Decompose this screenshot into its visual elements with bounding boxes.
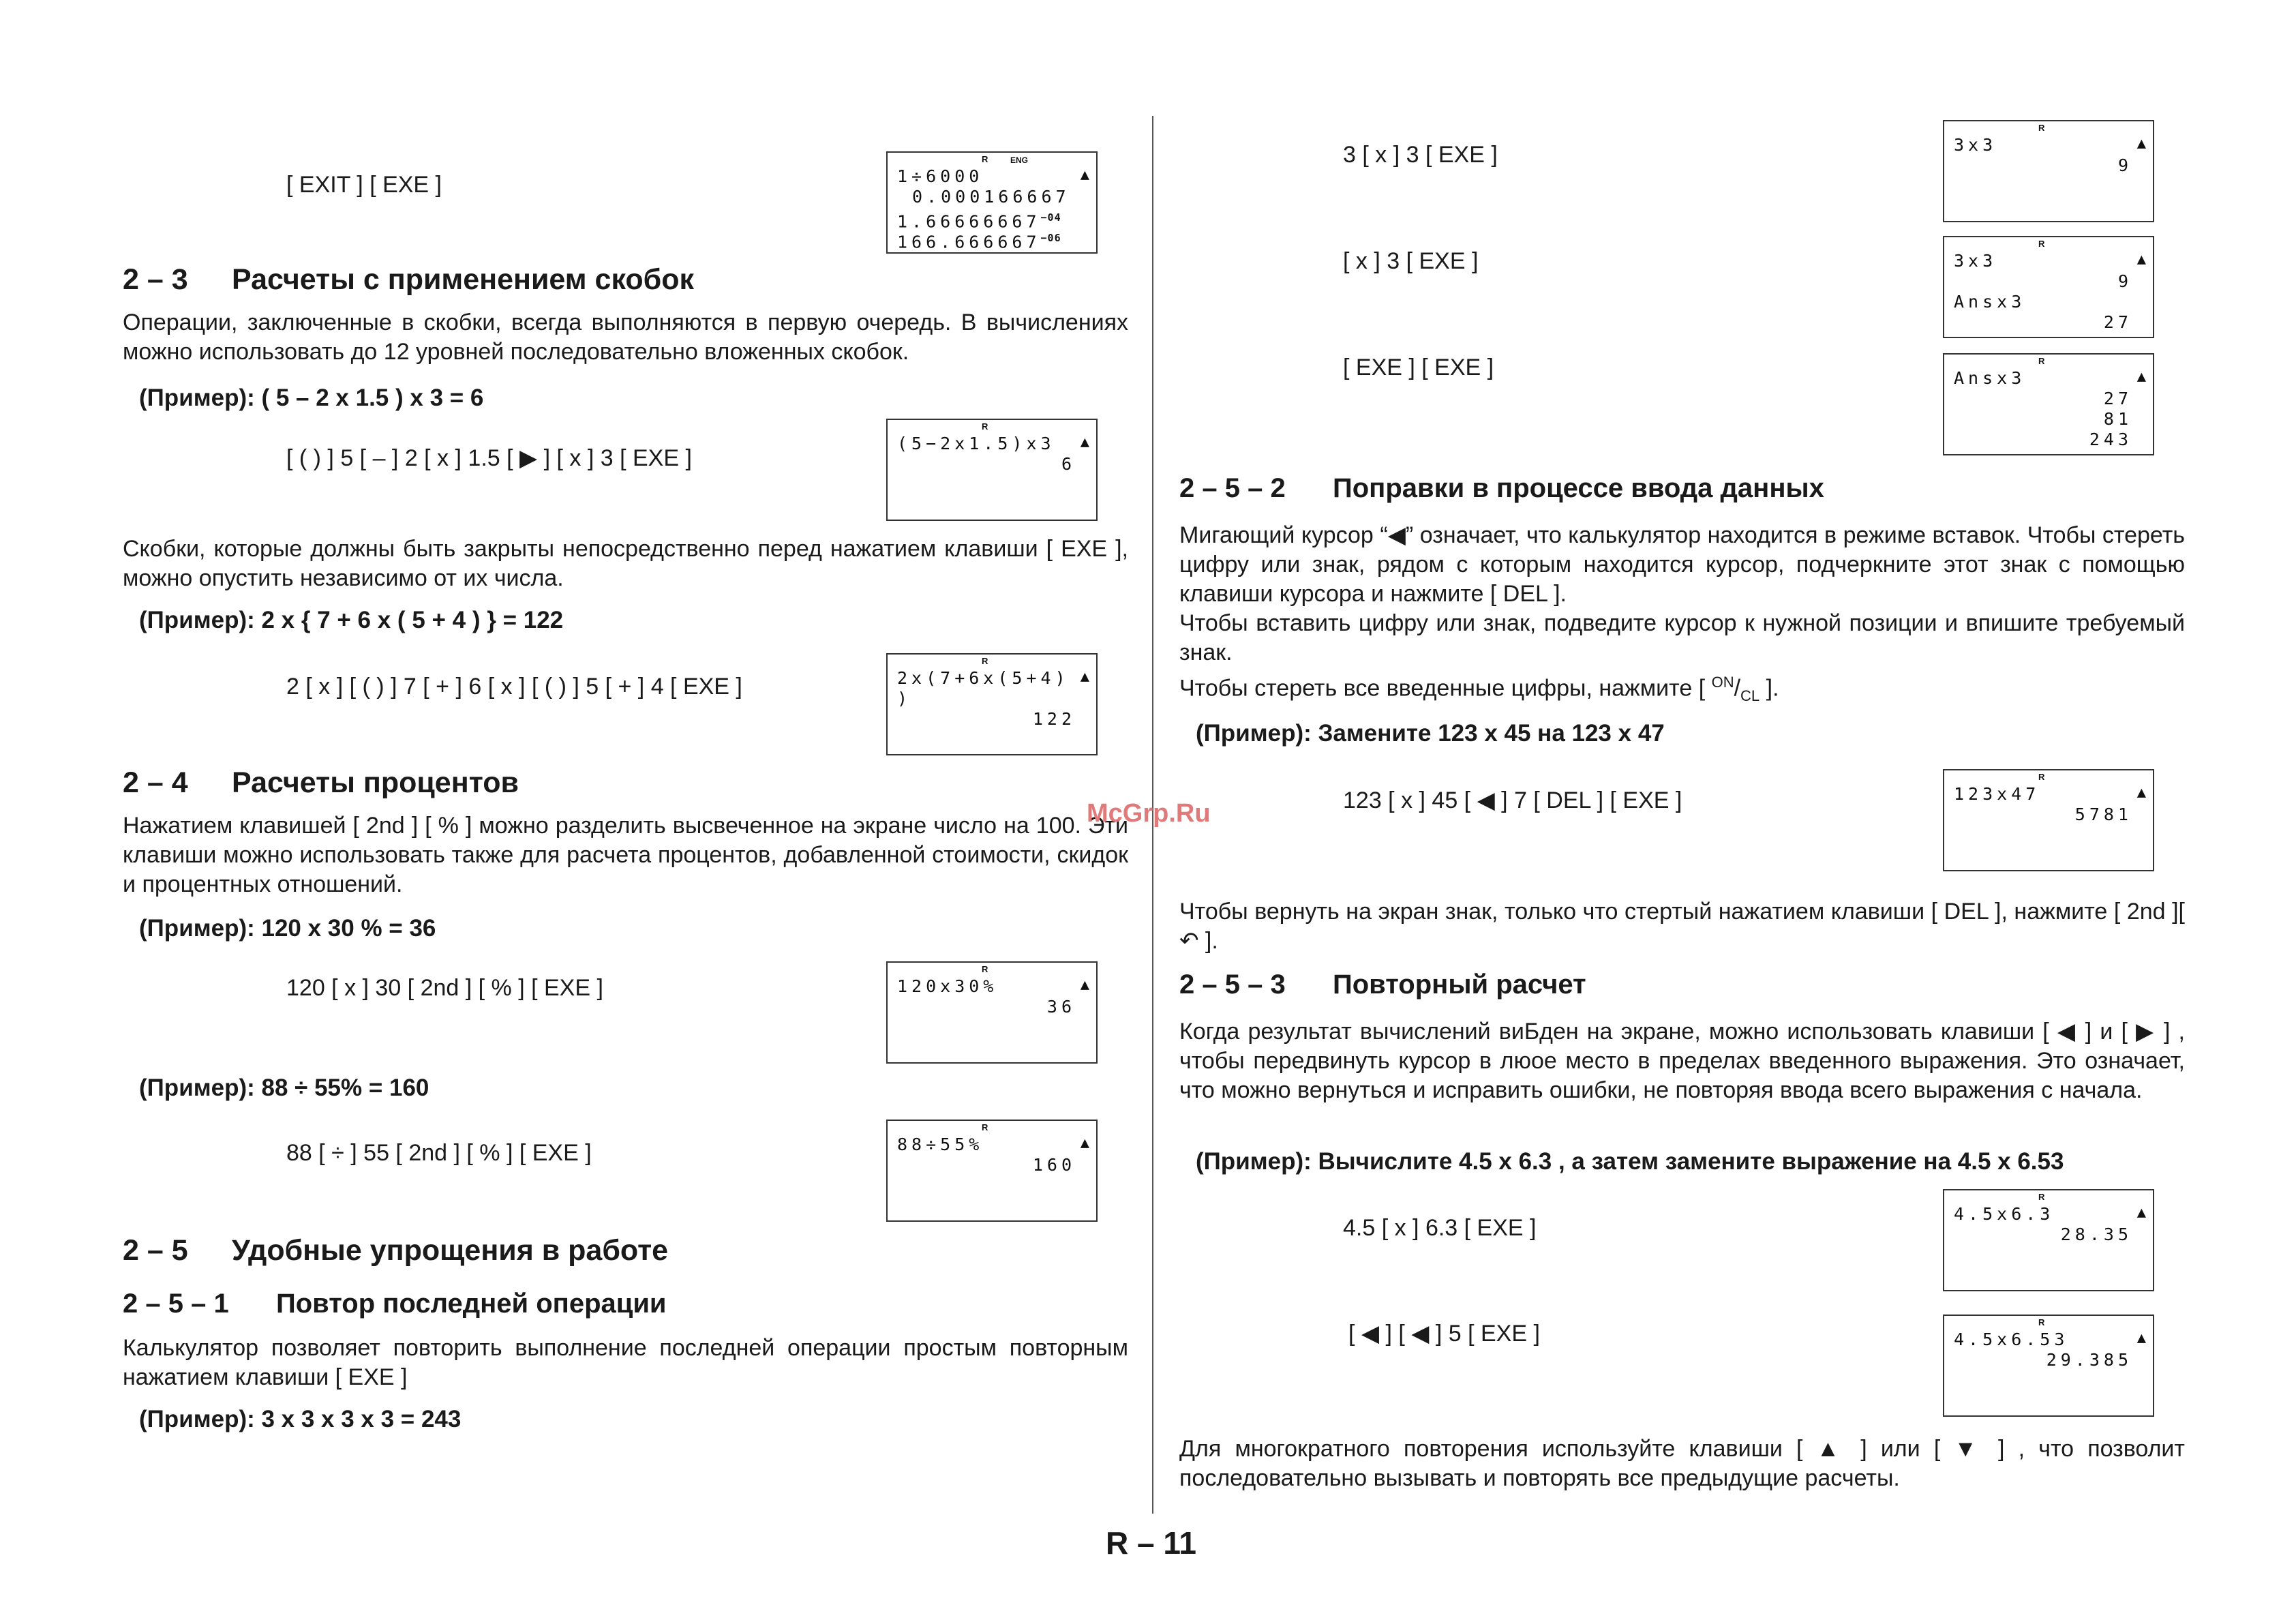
lcd-line: 2x(7+6x(5+4): [897, 668, 1070, 688]
paragraph: Калькулятор позволяет повторить выполнение последней операции простым повторным нажатием клавиши [ EXE ]: [123, 1335, 1128, 1390]
lcd-line: 29.385: [2046, 1350, 2132, 1370]
r-indicator: R: [982, 421, 988, 432]
key-sequence: [ x ] 3 [ EXE ]: [1343, 248, 1479, 274]
up-arrow-icon: ▲: [2136, 1330, 2146, 1347]
key-sequence: [ ◀ ] [ ◀ ] 5 [ EXE ]: [1348, 1321, 1540, 1347]
example-label: (Пример): 2 x { 7 + 6 x ( 5 + 4 ) } = 122: [139, 607, 564, 633]
r-indicator: R: [2038, 1317, 2045, 1327]
lcd-line: $1.66666667^{-04}$: [897, 211, 1061, 232]
r-indicator: R: [2038, 123, 2045, 133]
lcd-line: 9: [2117, 155, 2132, 175]
up-arrow-icon: ▲: [2136, 1204, 2146, 1221]
lcd-line: 6: [1061, 454, 1076, 474]
key-sequence: [ ( ) ] 5 [ – ] 2 [ x ] 1.5 [ ▶ ] [ x ] 3 [ EXE ]: [286, 445, 692, 471]
example-label: (Пример): Вычислите 4.5 x 6.3 , а затем замените выражение на 4.5 x 6.53: [1196, 1148, 2064, 1175]
example-label: (Пример): 120 x 30 % = 36: [139, 915, 436, 942]
r-indicator: R: [2038, 239, 2045, 249]
r-indicator: R: [982, 964, 988, 974]
page-number: R – 11: [1106, 1525, 1196, 1561]
eng-indicator: ENG: [1010, 155, 1029, 165]
lcd-display: [1943, 769, 2154, 871]
lcd-line: 122: [1032, 709, 1076, 729]
paragraph: Чтобы вернуть на экран знак, только что стертый нажатием клавиши [ DEL ], нажмите [ 2nd ][ ↶ ].: [1179, 899, 2185, 954]
section-heading-2-5: 2 – 5 Удобные упрощения в работе: [123, 1234, 669, 1267]
lcd-line: 3x3: [1954, 251, 1997, 271]
r-indicator: R: [2038, 772, 2045, 782]
lcd-line: 123x47: [1954, 784, 2040, 804]
subsection-heading-2-5-1: 2 – 5 – 1 Повтор последней операции: [123, 1289, 667, 1319]
key-sequence: 4.5 [ x ] 6.3 [ EXE ]: [1343, 1215, 1537, 1241]
key-sequence: [ EXE ] [ EXE ]: [1343, 355, 1494, 380]
example-label: (Пример): 3 x 3 x 3 x 3 = 243: [139, 1406, 462, 1432]
paragraph: Чтобы стереть все введенные цифры, нажмите [ $^{ON}/_{CL}$ ].: [1179, 674, 1779, 705]
example-label: (Пример): 88 ÷ 55% = 160: [139, 1075, 429, 1101]
up-arrow-icon: ▲: [2136, 784, 2146, 801]
key-sequence: 88 [ ÷ ] 55 [ 2nd ] [ % ] [ EXE ]: [286, 1140, 592, 1166]
lcd-display: [1943, 1189, 2154, 1291]
key-sequence: 3 [ x ] 3 [ EXE ]: [1343, 142, 1498, 168]
section-heading-2-4: 2 – 4 Расчеты процентов: [123, 766, 519, 799]
lcd-line: ): [897, 689, 912, 708]
key-sequence: 123 [ x ] 45 [ ◀ ] 7 [ DEL ] [ EXE ]: [1343, 787, 1682, 813]
lcd-line: 160: [1032, 1155, 1076, 1175]
lcd-line: 81: [2103, 409, 2132, 429]
example-label: (Пример): ( 5 – 2 x 1.5 ) x 3 = 6: [139, 385, 484, 411]
lcd-line: Ansx3: [1954, 368, 2026, 388]
lcd-line: 5781: [2074, 805, 2132, 824]
lcd-display: [1943, 236, 2154, 338]
lcd-display: [886, 1120, 1098, 1222]
lcd-display: [1943, 1315, 2154, 1417]
example-label: (Пример): Замените 123 x 45 на 123 x 47: [1196, 720, 1665, 747]
r-indicator: R: [982, 154, 988, 164]
subsection-heading-2-5-3: 2 – 5 – 3 Повторный расчет: [1179, 970, 1586, 1000]
lcd-display: [886, 961, 1098, 1064]
key-sequence: 120 [ x ] 30 [ 2nd ] [ % ] [ EXE ]: [286, 975, 603, 1001]
lcd-line: 27: [2103, 389, 2132, 408]
subsection-heading-2-5-2: 2 – 5 – 2 Поправки в процессе ввода данных: [1179, 473, 1824, 503]
lcd-line: 120x30%: [897, 976, 998, 996]
lcd-line: 9: [2117, 271, 2132, 291]
paragraph: Операции, заключенные в скобки, всегда выполняются в первую очередь. В вычислениях можно использовать до 12 уровней последовательно вложенных скобок.: [123, 310, 1128, 365]
up-arrow-icon: ▲: [1080, 434, 1089, 451]
lcd-display: [886, 419, 1098, 521]
paragraph: Нажатием клавишей [ 2nd ] [ % ] можно разделить высвеченное на экране число на 100. Эти клавиши можно использовать также для расчета процентов, добавленной стоимости, скидок и процентных отношений.: [123, 813, 1128, 897]
r-indicator: R: [2038, 1192, 2045, 1202]
lcd-line: (5−2x1.5)x3: [897, 434, 1055, 453]
lcd-display: [1943, 353, 2154, 455]
lcd-line: 36: [1046, 997, 1076, 1017]
up-arrow-icon: ▲: [1080, 166, 1089, 183]
up-arrow-icon: ▲: [1080, 1135, 1089, 1152]
up-arrow-icon: ▲: [1080, 976, 1089, 993]
paragraph-block: [1179, 521, 2185, 710]
up-arrow-icon: ▲: [2136, 368, 2146, 385]
key-sequence: 2 [ x ] [ ( ) ] 7 [ + ] 6 [ x ] [ ( ) ] 5 [ + ] 4 [ EXE ]: [286, 674, 742, 700]
lcd-line: $166.666667^{-06}$: [897, 232, 1061, 252]
section-heading-2-3: 2 – 3 Расчеты с применением скобок: [123, 263, 695, 296]
lcd-line: Ansx3: [1954, 292, 2026, 312]
up-arrow-icon: ▲: [1080, 668, 1089, 685]
up-arrow-icon: ▲: [2136, 251, 2146, 268]
lcd-display: [886, 653, 1098, 755]
lcd-display-eng: [886, 151, 1098, 254]
lcd-line: 3x3: [1954, 135, 1997, 155]
lcd-line: 0.000166667: [912, 187, 1070, 207]
lcd-line: 88÷55%: [897, 1135, 984, 1154]
lcd-line: 1÷6000: [897, 166, 984, 186]
lcd-line: 4.5x6.53: [1954, 1330, 2069, 1349]
r-indicator: R: [2038, 356, 2045, 366]
paragraph: Скобки, которые должны быть закрыты непосредственно перед нажатием клавиши [ EXE ], можно опустить независимо от их числа.: [123, 536, 1128, 591]
lcd-line: 28.35: [2060, 1225, 2132, 1244]
paragraph: Чтобы вставить цифру или знак, подведите курсор к нужной позиции и впишите требуемый знак.: [1179, 610, 2185, 665]
lcd-line: 243: [2089, 430, 2132, 449]
paragraph: Мигающий курсор “◀” означает, что калькулятор находится в режиме вставок. Чтобы стереть цифру или знак, рядом с которым находится курсор, подчеркните этот знак с помощью клавиши курсора и нажмите [ DEL ].: [1179, 522, 2185, 607]
up-arrow-icon: ▲: [2136, 135, 2146, 152]
lcd-line: 4.5x6.3: [1954, 1204, 2055, 1224]
lcd-display: [1943, 120, 2154, 222]
lcd-line: 27: [2103, 312, 2132, 332]
paragraph: Когда результат вычислений виБден на экране, можно использовать клавиши [ ◀ ] и [ ▶ ] , чтобы передвинуть курсор в люое место в пределах введенного выражения. Это означает, что можно вернуться и исправить ошибки, не повторяя ввода всего выражения с начала.: [1179, 1019, 2185, 1103]
exit-exe-keys: [ EXIT ] [ EXE ]: [286, 172, 442, 198]
paragraph: Для многократного повторения используйте клавиши [ ▲ ] или [ ▼ ] , что позволит последовательно вызывать и повторять все предыдущие расчеты.: [1179, 1436, 2185, 1491]
r-indicator: R: [982, 656, 988, 666]
r-indicator: R: [982, 1122, 988, 1132]
watermark: McGrp.Ru: [1087, 799, 1211, 828]
